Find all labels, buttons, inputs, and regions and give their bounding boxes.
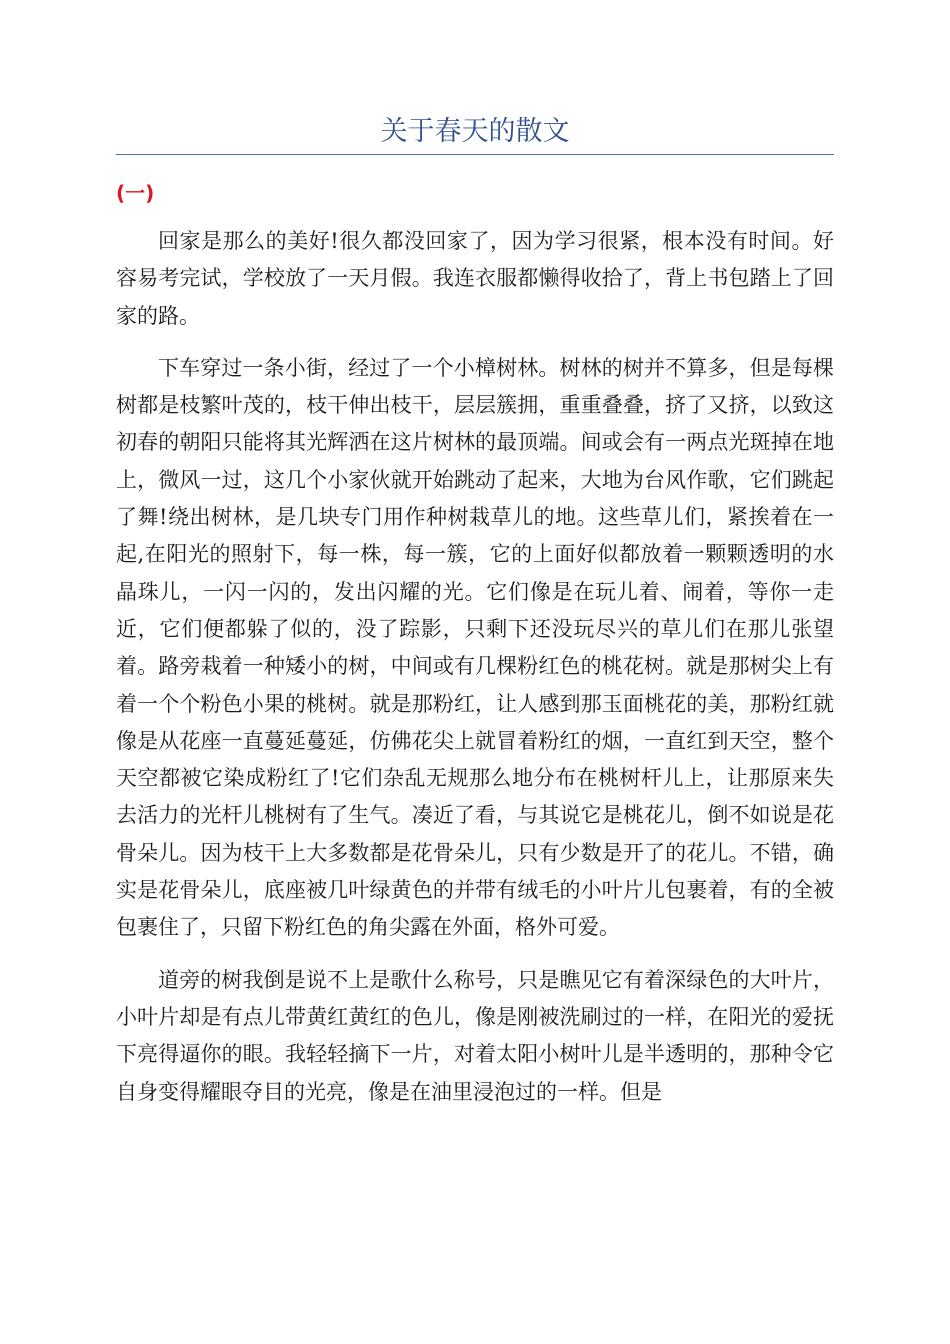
paragraph: 下车穿过一条小街，经过了一个小樟树林。树林的树并不算多，但是每棵树都是枝繁叶茂的，枝干伸出枝干，层层簇拥，重重叠叠，挤了又挤，以致这初春的朝阳只能将其光辉洒在这片树林的最顶端。间或会有一两点光斑掉在地上，微风一过，这几个小家伙就开始跳动了起来，大地为台风作歌，它们跳起了舞!绕出树林，是几块专门用作种树栽草儿的地。这些草儿们，紧挨着在一起,在阳光的照射下，每一株，每一簇，它的上面好似都放着一颗颗透明的水晶珠儿，一闪一闪的，发出闪耀的光。它们像是在玩儿着、闹着，等你一走近，它们便都躲了似的，没了踪影，只剩下还没玩尽兴的草儿们在那儿张望着。路旁栽着一种矮小的树，中间或有几棵粉红色的桃花树。就是那树尖上有着一个个粉色小果的桃树。就是那粉红，让人感到那玉面桃花的美，那粉红就像是从花座一直蔓延蔓延，仿佛花尖上就冒着粉红的烟，一直红到天空，整个天空都被它染成粉红了!它们杂乱无规那么地分布在桃树杆儿上，让那原来失去活力的光杆儿桃树有了生气。凑近了看，与其说它是桃花儿，倒不如说是花骨朵儿。因为枝干上大多数都是花骨朵儿，只有少数是开了的花儿。不错，确实是花骨朵儿，底座被几叶绿黄色的并带有绒毛的小叶片儿包裹着，有的全被包裹住了，只留下粉红色的角尖露在外面，格外可爱。 [116, 355, 834, 940]
body-text [116, 223, 834, 1126]
paragraph: 回家是那么的美好!很久都没回家了，因为学习很紧，根本没有时间。好容易考完试，学校放了一天月假。我连衣服都懒得收拾了，背上书包踏上了回家的路。 [116, 229, 834, 328]
paragraph: 道旁的树我倒是说不上是歌什么称号，只是瞧见它有着深绿色的大叶片，小叶片却是有点儿带黄红黄红的色儿，像是刚被洗刷过的一样，在阳光的爱抚下亮得逼你的眼。我轻轻摘下一片，对着太阳小树叶儿是半透明的，那种令它自身变得耀眼夺目的光亮，像是在油里浸泡过的一样。但是 [116, 967, 834, 1104]
title-underline [116, 154, 834, 155]
section-heading: (一) [116, 181, 155, 205]
document-title: 关于春天的散文 [380, 116, 570, 147]
